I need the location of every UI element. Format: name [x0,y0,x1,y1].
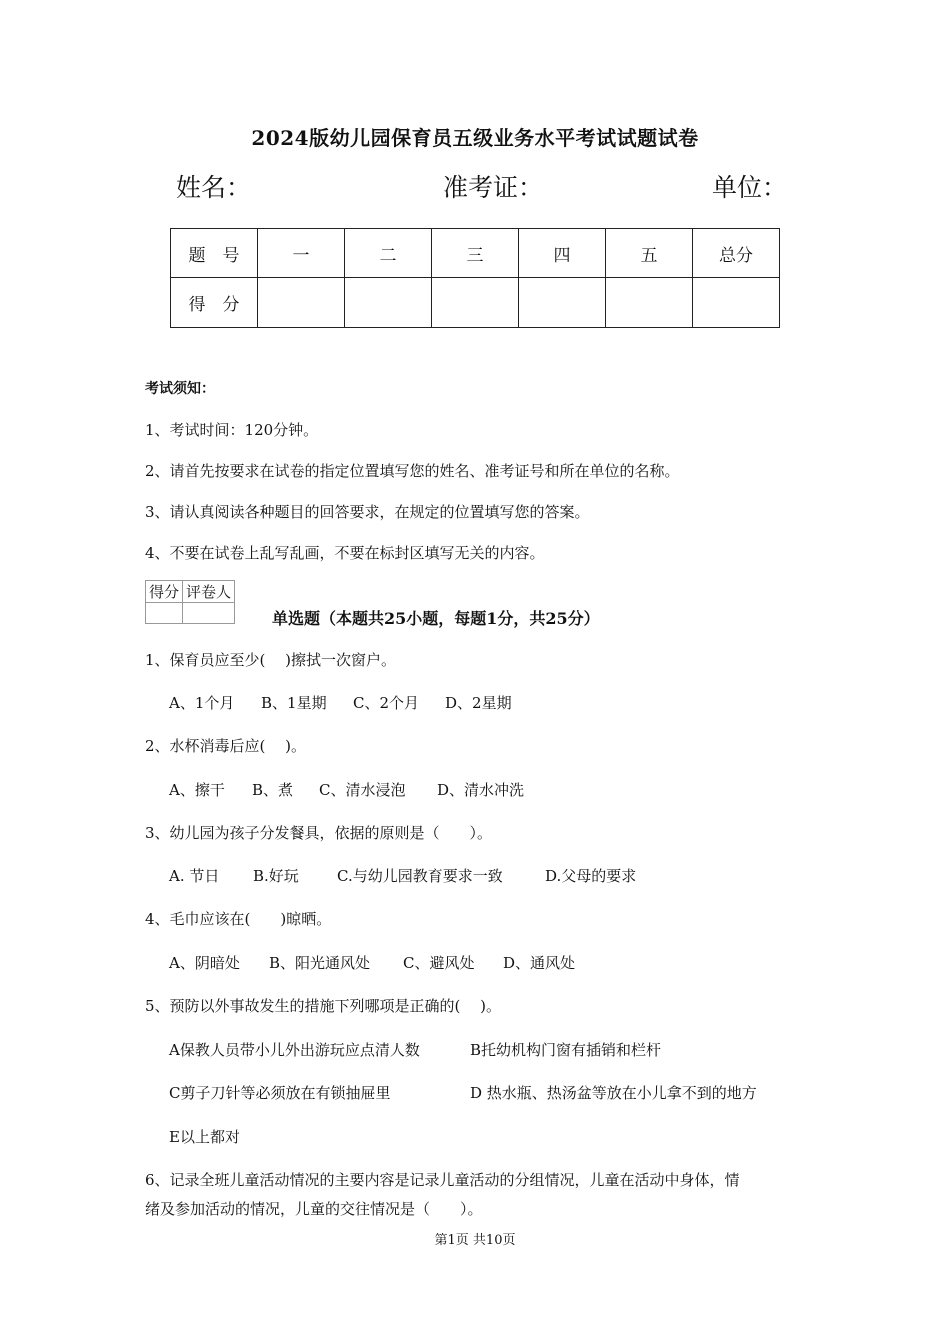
notice-heading: 考试须知： [145,381,215,397]
question-stem: 1、保育员应至少( )擦拭一次窗户。 [145,651,397,669]
question-stem: 4、毛巾应该在( )晾晒。 [145,910,332,928]
question-option: A、擦干 [169,781,225,799]
notice-item: 4、不要在试卷上乱写乱画，不要在标封区填写无关的内容。 [145,544,545,562]
score-header-cell: 题 号 [171,229,258,278]
question-option: A. 节日 [169,867,220,885]
score-cell [345,278,432,328]
score-cell [606,278,693,328]
grader-name-cell [183,603,235,624]
score-table-header-row [171,229,780,278]
score-header-cell: 五 [606,229,693,278]
page-title: 2024版幼儿园保育员五级业务水平考试试题试卷 [251,126,699,150]
question-option: D、通风处 [503,954,576,972]
score-header-cell: 二 [345,229,432,278]
exam-id-field-label: 准考证： [443,173,544,202]
question-stem: 3、幼儿园为孩子分发餐具，依据的原则是（ ）。 [145,824,493,842]
question-stem: 6、记录全班儿童活动情况的主要内容是记录儿童活动的分组情况，儿童在活动中身体，情 [145,1171,740,1189]
score-header-cell: 三 [432,229,519,278]
question-option: A保教人员带小儿外出游玩应点清人数 [169,1041,420,1059]
question-option: D.父母的要求 [545,867,637,885]
grader-score-label: 得分 [146,581,183,603]
score-table [170,228,780,328]
question-stem-continued: 绪及参加活动的情况，儿童的交往情况是（ ）。 [145,1200,483,1218]
score-cell [258,278,345,328]
score-header-cell: 一 [258,229,345,278]
notice-item: 3、请认真阅读各种题目的回答要求，在规定的位置填写您的答案。 [145,503,590,521]
question-stem: 2、水杯消毒后应( )。 [145,737,307,755]
question-option: C、避风处 [403,954,475,972]
score-header-cell: 四 [519,229,606,278]
question-option: A、阴暗处 [169,954,240,972]
question-option: C、清水浸泡 [319,781,406,799]
question-option: C.与幼儿园教育要求一致 [337,867,503,885]
grader-score-cell [146,603,183,624]
question-option: B.好玩 [253,867,299,885]
score-table-score-row [171,278,780,328]
question-stem: 5、预防以外事故发生的措施下列哪项是正确的( )。 [145,997,502,1015]
question-option: C、2个月 [353,694,420,712]
question-option: D 热水瓶、热汤盆等放在小儿拿不到的地方 [470,1084,757,1102]
question-option: D、清水冲洗 [437,781,525,799]
score-header-cell: 总分 [693,229,780,278]
score-row-label: 得 分 [171,278,258,328]
question-option: B托幼机构门窗有插销和栏杆 [470,1041,662,1059]
notice-item: 2、请首先按要求在试卷的指定位置填写您的姓名、准考证号和所在单位的名称。 [145,462,680,480]
question-option: E以上都对 [169,1128,240,1146]
question-option: A、1个月 [169,694,235,712]
notice-item: 1、考试时间：120分钟。 [145,421,319,439]
score-cell [519,278,606,328]
question-option: B、1星期 [261,694,327,712]
score-cell [432,278,519,328]
page-number: 第1页 共10页 [434,1233,516,1248]
grader-box [145,580,235,624]
question-option: D、2星期 [445,694,512,712]
section-title: 单选题（本题共25小题，每题1分，共25分） [272,609,600,628]
question-option: B、煮 [252,781,294,799]
score-cell [693,278,780,328]
grader-name-label: 评卷人 [183,581,235,603]
name-field-label: 姓名： [176,173,252,202]
unit-field-label: 单位： [712,173,788,202]
question-option: C剪子刀针等必须放在有锁抽屉里 [169,1084,391,1102]
question-option: B、阳光通风处 [269,954,371,972]
